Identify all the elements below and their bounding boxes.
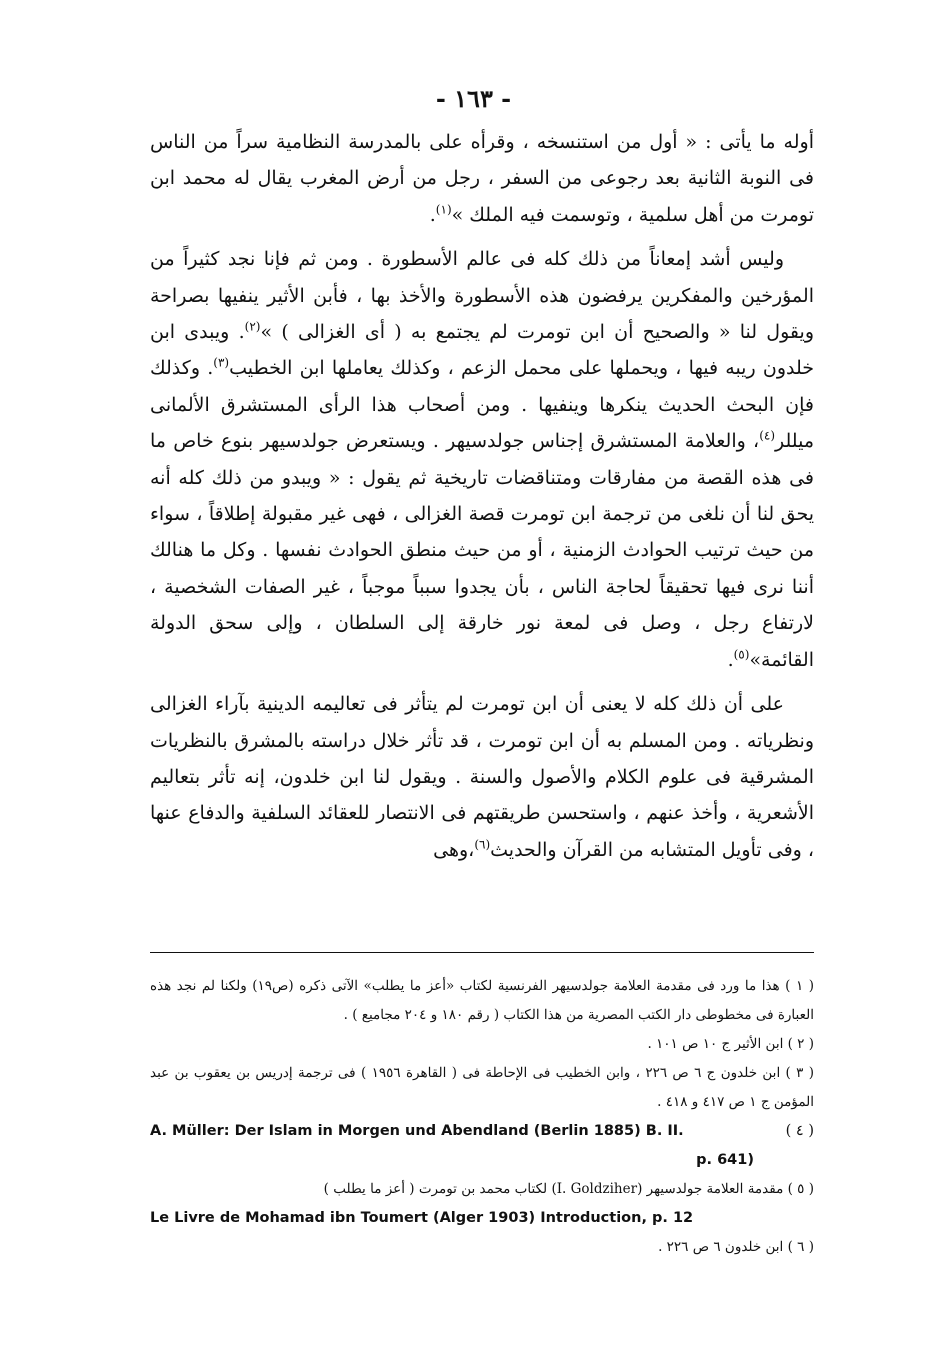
paragraph-3-text: على أن ذلك كله لا يعنى أن ابن تومرت لم يتأثر فى تعاليمه الدينية بآراء الغزالى ونظرياته . ومن المسلم به أن ابن تومرت ، قد تأثر خلال دراسته بالمشرق بالنظريات المشرقية فى علوم الكلام والأصول والسنة . ويقول لنا ابن خلدون، إنه تأثر بتعاليم الأشعرية ، وأخذ عنهم ، واستحسن طريقتهم فى الانتصار للعقائد السلفية والدفاع عنها ، وفى تأويل المتشابه من القرآن والحديث — [150, 693, 814, 861]
paragraph-2 — [150, 241, 814, 678]
paragraph-2-text-c: . وكذلك فإن البحث الحديث ينكرها وينفيها . ومن أصحاب هذا الرأى المستشرق الألمانى ميللر — [150, 357, 814, 453]
paragraph-3 — [150, 686, 814, 868]
paragraph-2-end: . — [727, 648, 734, 671]
footnote-ref-5[interactable]: (٥) — [733, 647, 750, 662]
paragraph-1 — [150, 124, 814, 233]
footnote-5: ( ٥ ) مقدمة العلامة جولدسيهر (I. Goldziher) لكتاب محمد بن تومرت ( أعز ما يطلب ) — [323, 1181, 814, 1197]
body-text — [150, 124, 814, 868]
footnote-2: ( ٢ ) ابن الأثير ج ١٠ ص ١٠١ . — [647, 1036, 814, 1052]
footnote-5-latin: Le Livre de Mohamad ibn Toumert (Alger 1903) Introduction, p. 12 — [150, 1210, 694, 1226]
paragraph-2-text-d: ، والعلامة المستشرق إجناس جولدسيهر . ويستعرض جولدسيهر بنوع خاص ما فى هذه القصة من مفارقات ومتناقضات تاريخية ثم يقول : « ويبدو من ذلك كله أنه يحق لنا أن نلغى من ترجمة ابن تومرت قصة الغزالى ، فهى غير مقبولة إطلاقاً ، سواء من حيث ترتيب الحوادث الزمنية ، أو من حيث منطق الحوادث نفسها . وكل ما هنالك أننا نرى فيها تحقيقاً لحاجة الناس ، بأن يجدوا سبباً موجباً ، غير الصفات الشخصية ، لارتفاع رجل ، وصل فى لمعة نور خارقة إلى السلطان ، وإلى سحق الدولة القائمة» — [150, 430, 814, 671]
footnote-3: ( ٣ ) ابن خلدون ج ٦ ص ٢٢٦ ، وابن الخطيب فى الإحاطة فى ( القاهرة ١٩٥٦ ) فى ترجمة إدريس بن يعقوب بن عبد المؤمن ج ١ ص ٤١٧ و ٤١٨ . — [150, 1065, 815, 1110]
paragraph-2-text-b: . ويبدى ابن خلدون ريبه فيها ، ويحملها على محمل الزعم ، وكذلك يعاملها ابن الخطيب — [150, 321, 815, 380]
footnote-4-page: p. 641) — [696, 1152, 754, 1168]
footnote-4-text: A. Müller: Der Islam in Morgen und Abendland (Berlin 1885) B. II. — [150, 1123, 684, 1139]
paragraph-1-text: أوله ما يأتى : « أول من استنسخه ، وقرأه على بالمدرسة النظامية سراً من الناس فى النوبة الثانية بعد رجوعى من السفر ، رجل من أرض المغرب يقال له محمد ابن تومرت من أهل سلمية ، وتوسمت فيه الملك » — [150, 131, 814, 226]
footnote-ref-2[interactable]: (٢) — [244, 319, 261, 334]
footnotes — [150, 972, 814, 1262]
footnote-4 — [150, 1117, 814, 1175]
footnote-ref-6[interactable]: (٦) — [474, 837, 491, 852]
page-number: - ١٦٣ - — [435, 84, 512, 113]
footnote-divider — [150, 952, 814, 953]
footnote-ref-1[interactable]: (١) — [435, 202, 452, 217]
paragraph-3-end: ،وهى — [433, 838, 475, 861]
footnote-ref-3[interactable]: (٣) — [213, 356, 230, 371]
paragraph-2-text-a: وليس أشد إمعاناً من ذلك كله فى عالم الأسطورة . ومن ثم فإنا نجد كثيراً من المؤرخين والمفكرين يرفضون هذه الأسطورة والأخذ بها ، فأبن الأثير ينفيها بصراحة ويقول لنا « والصحيح أن ابن تومرت لم يجتمع به ( أى الغزالى ) » — [150, 248, 814, 344]
footnote-4-number: ( ٤ ) — [785, 1123, 814, 1139]
footnote-6: ( ٦ ) ابن خلدون ٦ ص ٢٢٦ . — [658, 1239, 814, 1255]
footnote-1: ( ١ ) هذا ما ورد فى مقدمة العلامة جولدسيهر الفرنسية لكتاب «أعز ما يطلب» الآتى ذكره (ص١٩) ولكنا لم نجد هذه العبارة فى مخطوطى دار الكتب المصرية من هذا الكتاب ( رقم ١٨٠ و ٢٠٤ مجاميع ) . — [150, 978, 814, 1023]
paragraph-1-end: . — [429, 203, 436, 226]
footnote-ref-4[interactable]: (٤) — [759, 428, 776, 443]
